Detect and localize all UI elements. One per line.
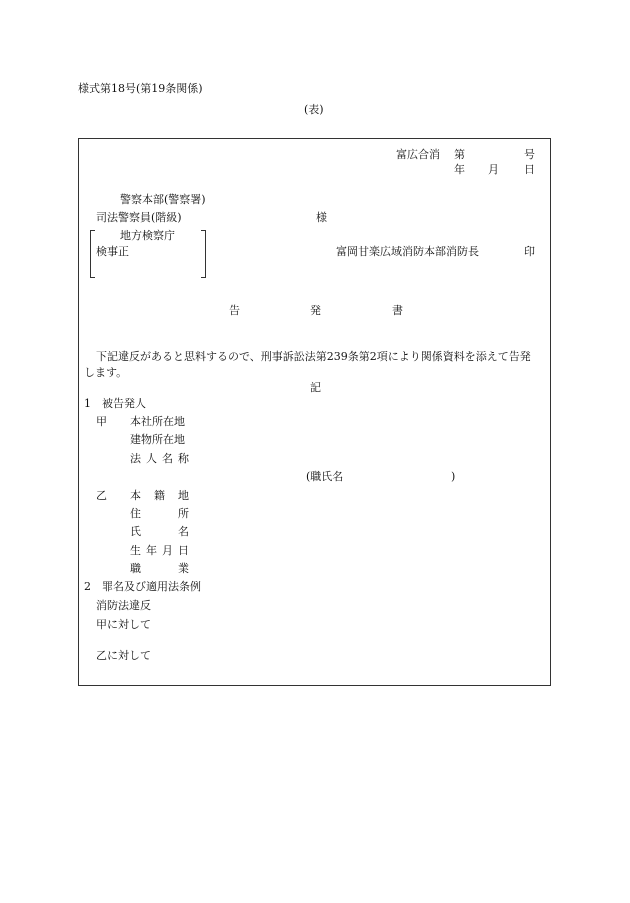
side-label: (表) [304, 103, 324, 116]
otsu-line: 乙に対して [96, 649, 151, 662]
seinen-label-4: 日 [178, 544, 189, 557]
honseki-label-2: 籍 [154, 489, 165, 502]
kou-line: 甲に対して [96, 618, 151, 631]
addressee-district-prosecutor: 地方検察庁 [120, 229, 175, 242]
seinen-label-1: 生 [130, 544, 141, 557]
sender-name: 富岡甘楽広域消防本部消防長 [336, 245, 479, 258]
shimei-label-2: 名 [178, 525, 189, 538]
doc-number-prefix: 富広合消 [396, 148, 440, 161]
houjin-label-4: 称 [178, 452, 189, 465]
title-char-3: 書 [392, 304, 403, 317]
tatemono-label: 建物所在地 [130, 433, 185, 446]
houjin-label-3: 名 [162, 452, 173, 465]
seinen-label-3: 月 [162, 544, 173, 557]
addressee-sama: 様 [316, 211, 327, 224]
honseki-label-1: 本 [130, 489, 141, 502]
houjin-label-1: 法 [130, 452, 141, 465]
addressee-prosecutor: 検事正 [96, 245, 129, 258]
date-year: 年 [454, 163, 465, 176]
houjin-label-2: 人 [146, 452, 157, 465]
seinen-label-2: 年 [146, 544, 157, 557]
law-label: 消防法違反 [96, 599, 151, 612]
form-id: 様式第18号(第19条関係) [78, 82, 203, 95]
shokushi-open: (職氏名 [306, 470, 344, 483]
date-month: 月 [488, 163, 499, 176]
ki-heading: 記 [310, 381, 321, 394]
section-2-heading: 2 罪名及び適用法条例 [84, 580, 201, 593]
shokugyo-label-1: 職 [130, 562, 141, 575]
doc-number-go: 号 [524, 148, 535, 161]
kou-label: 甲 [96, 415, 107, 428]
section-1-heading: 1 被告発人 [84, 397, 146, 410]
bracket-right [201, 230, 206, 278]
title-char-2: 発 [310, 304, 321, 317]
body-line-1: 下記違反があると思料するので、刑事訴訟法第239条第2項により関係資料を添えて告発 [96, 350, 531, 363]
jusho-label-2: 所 [178, 507, 189, 520]
shimei-label-1: 氏 [130, 525, 141, 538]
honseki-label-3: 地 [178, 489, 189, 502]
date-day: 日 [524, 163, 535, 176]
shokushi-close: ) [451, 470, 456, 483]
shokugyo-label-2: 業 [178, 562, 189, 575]
honsha-label: 本社所在地 [130, 415, 185, 428]
doc-number-dai: 第 [454, 148, 465, 161]
jusho-label-1: 住 [130, 507, 141, 520]
bracket-left [90, 230, 95, 278]
addressee-judicial-police: 司法警察員(階級) [96, 211, 182, 224]
body-line-2: します。 [84, 366, 128, 379]
title-char-1: 告 [229, 304, 240, 317]
otsu-label: 乙 [96, 489, 107, 502]
addressee-police-hq: 警察本部(警察署) [120, 193, 206, 206]
seal-mark: 印 [524, 245, 535, 258]
